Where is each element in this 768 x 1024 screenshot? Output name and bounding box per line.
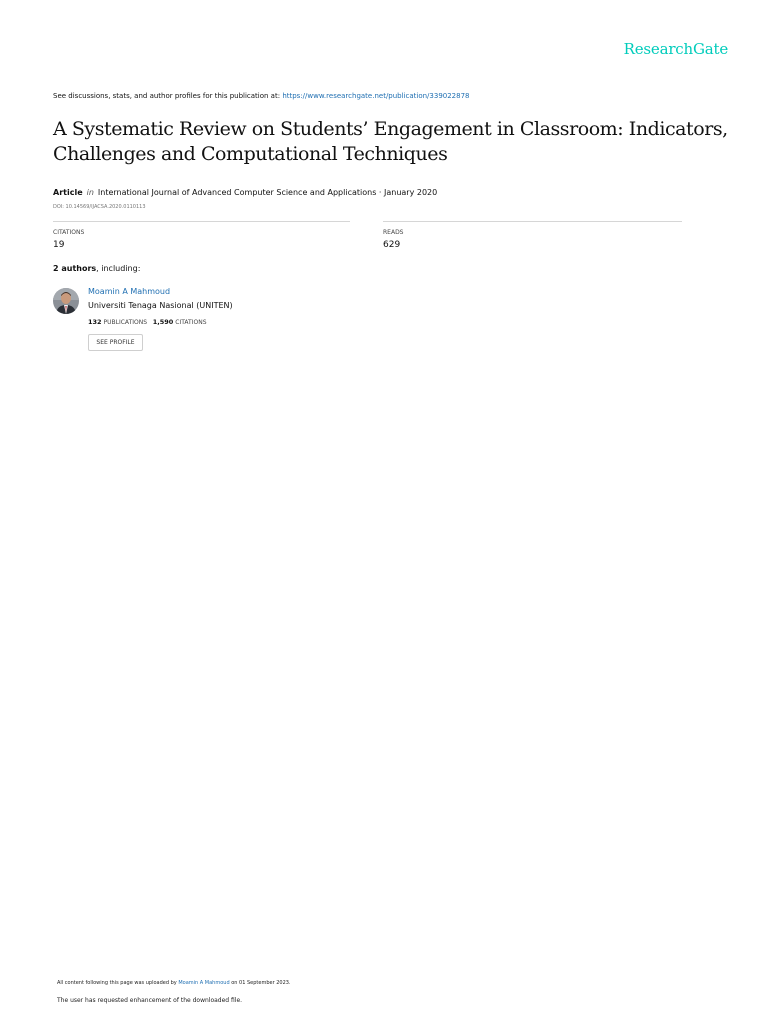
upload-suffix: on 01 September 2023. [229, 980, 291, 986]
publication-doi: DOI: 10.14569/IJACSA.2020.0110113 [53, 204, 146, 210]
in-label: in [86, 188, 94, 197]
author-citations-count: 1,590 [152, 318, 174, 326]
publication-type: Article [53, 188, 83, 197]
upload-prefix: All content following this page was uploaded by [57, 980, 179, 986]
author-institution: Universiti Tenaga Nasional (UNITEN) [88, 301, 233, 310]
discussion-line [53, 92, 470, 100]
citations-label: CITATIONS [53, 229, 85, 236]
reads-label: READS [383, 229, 404, 236]
author-photo-icon [53, 288, 79, 314]
author-publications-count: 132 [88, 318, 102, 326]
author-citations-label: CITATIONS [175, 319, 207, 326]
see-profile-button[interactable]: SEE PROFILE [88, 334, 143, 351]
publication-meta [53, 188, 437, 197]
author-counts [88, 318, 207, 326]
citations-value: 19 [53, 240, 65, 250]
authors-summary [53, 264, 140, 273]
author-avatar[interactable] [53, 288, 79, 314]
upload-note [57, 980, 291, 986]
authors-including: , including: [96, 264, 141, 273]
reads-divider [383, 221, 682, 222]
publication-venue: International Journal of Advanced Computer Science and Applications · January 2020 [97, 188, 438, 197]
authors-count: 2 authors [53, 264, 97, 273]
discussion-prefix: See discussions, stats, and author profiles for this publication at: [53, 92, 283, 100]
author-name-link[interactable]: Moamin A Mahmoud [88, 287, 171, 296]
publication-url-link[interactable]: https://www.researchgate.net/publication/339022878 [282, 92, 470, 100]
reads-value: 629 [383, 240, 401, 250]
researchgate-logo[interactable]: ResearchGate [623, 40, 728, 58]
author-publications-label: PUBLICATIONS [103, 319, 148, 326]
citations-divider [53, 221, 350, 222]
publication-title: A Systematic Review on Students’ Engagement in Classroom: Indicators, Challenges and Computational Techniques [53, 118, 728, 165]
enhancement-note: The user has requested enhancement of the downloaded file. [57, 997, 243, 1004]
uploader-link[interactable]: Moamin A Mahmoud [178, 980, 230, 986]
